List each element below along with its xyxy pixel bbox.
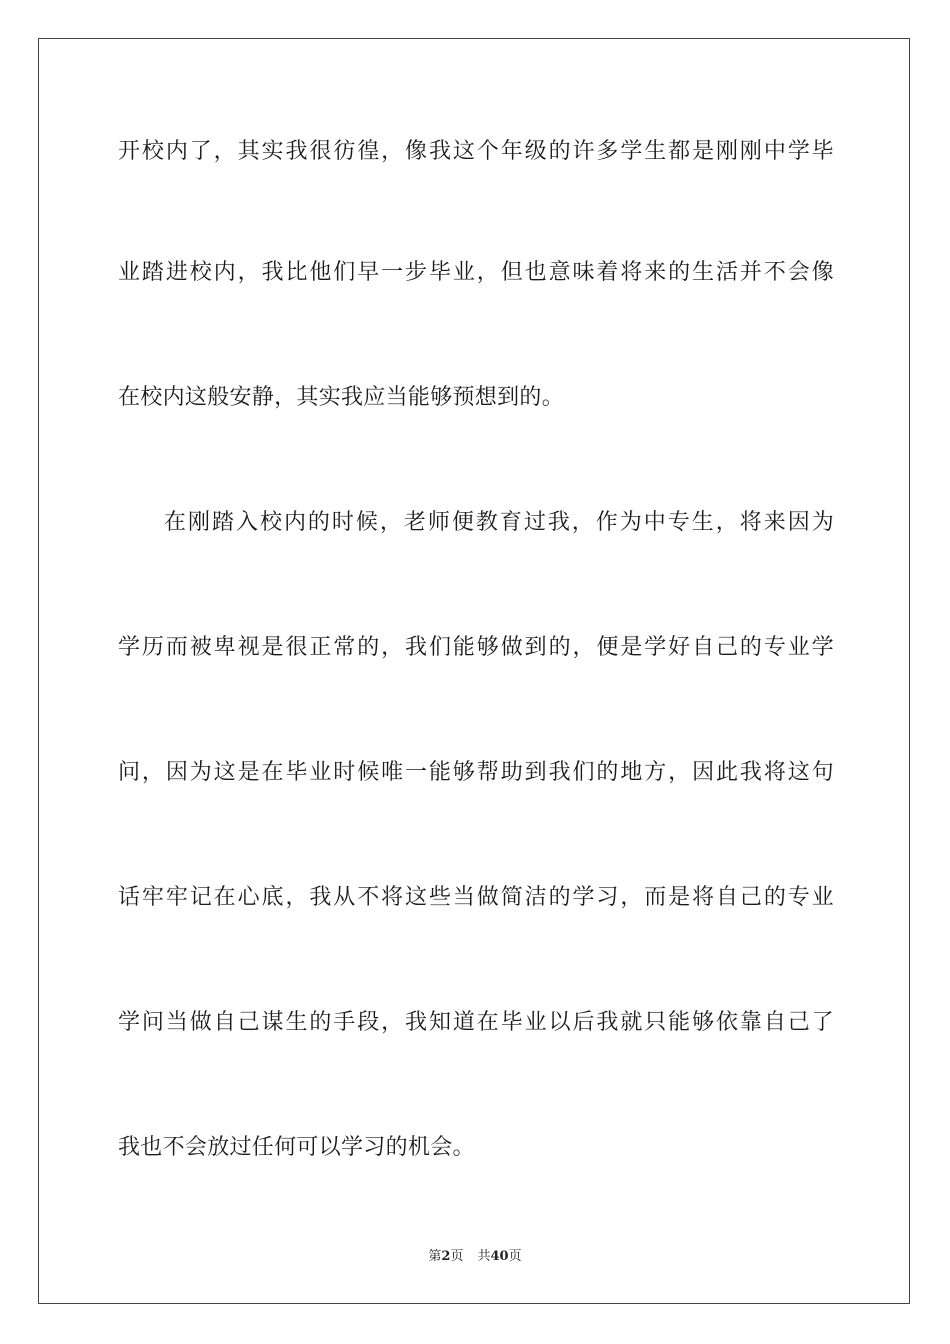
paragraph-line-indented: 在刚踏入校内的时候，老师便教育过我，作为中专生，将来因为 [164, 510, 834, 535]
page-border [38, 38, 910, 1304]
paragraph-line: 学问当做自己谋生的手段，我知道在毕业以后我就只能够依靠自己了 [118, 1010, 834, 1035]
paragraph-line: 学历而被卑视是很正常的，我们能够做到的，便是学好自己的专业学 [118, 635, 834, 660]
paragraph-line: 我也不会放过任何可以学习的机会。 [118, 1135, 475, 1160]
page-label-suffix: 页 [450, 1249, 464, 1264]
page-footer [0, 1248, 950, 1266]
page-number: 2 [441, 1249, 451, 1264]
paragraph-line: 在校内这般安静，其实我应当能够预想到的。 [118, 385, 565, 410]
total-pages: 40 [490, 1249, 509, 1264]
paragraph-line: 业踏进校内，我比他们早一步毕业，但也意味着将来的生活并不会像 [118, 260, 834, 285]
paragraph-line: 话牢牢记在心底，我从不将这些当做简洁的学习，而是将自己的专业 [118, 885, 834, 910]
paragraph-line: 问，因为这是在毕业时候唯一能够帮助到我们的地方，因此我将这句 [118, 760, 834, 785]
total-label-prefix: 共 [477, 1249, 491, 1264]
paragraph-line: 开校内了，其实我很彷徨，像我这个年级的许多学生都是刚刚中学毕 [118, 139, 834, 164]
page-label-prefix: 第 [428, 1249, 442, 1264]
total-label-suffix: 页 [508, 1249, 522, 1264]
